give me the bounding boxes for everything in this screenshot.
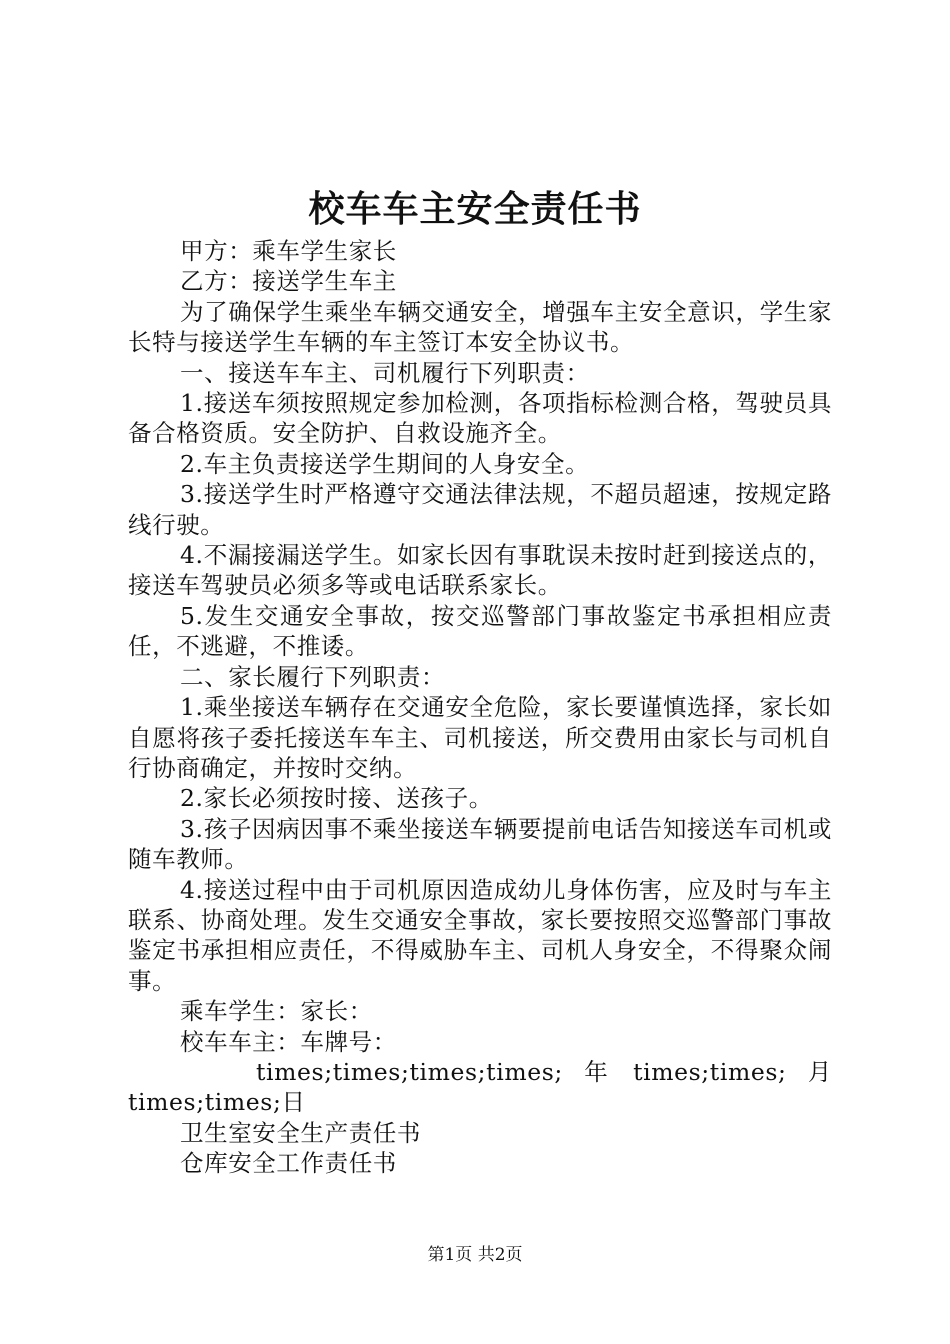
parent-duty-1: 1.乘坐接送车辆存在交通安全危险，家长要谨慎选择，家长如自愿将孩子委托接送车车主、司机接送，所交费用由家长与司机自行协商确定，并按时交纳。	[128, 693, 832, 782]
section-heading-parent-duties: 二、家长履行下列职责：	[180, 662, 446, 691]
parent-duty-3: 3.孩子因病因事不乘坐接送车辆要提前电话告知接送车司机或随车教师。	[128, 814, 832, 874]
parent-duty-2: 2.家长必须按时接、送孩子。	[180, 784, 493, 813]
signature-owner-plate: 校车车主：车牌号：	[180, 1027, 397, 1056]
owner-duty-1: 1.接送车须按照规定参加检测，各项指标检测合格，驾驶员具备合格资质。安全防护、自救设施齐全。	[128, 389, 832, 448]
related-link-1: 卫生室安全生产责任书	[180, 1118, 421, 1147]
owner-duty-2: 2.车主负责接送学生期间的人身安全。	[180, 449, 590, 478]
document-title: 校车车主安全责任书	[308, 188, 642, 230]
section-heading-owner-duties: 一、接送车车主、司机履行下列职责：	[180, 358, 590, 387]
related-link-2: 仓库安全工作责任书	[180, 1149, 397, 1178]
owner-duty-3: 3.接送学生时严格遵守交通法律法规，不超员超速，按规定路线行驶。	[128, 480, 832, 539]
intro-paragraph: 为了确保学生乘坐车辆交通安全，增强车主安全意识，学生家长特与接送学生车辆的车主签订本安全协议书。	[128, 297, 832, 357]
party-a: 甲方：乘车学生家长	[180, 237, 397, 265]
party-b: 乙方：接送学生车主	[180, 267, 397, 296]
signature-student-parent: 乘车学生：家长：	[180, 997, 373, 1026]
document-body	[128, 236, 832, 1179]
parent-duty-4: 4.接送过程中由于司机原因造成幼儿身体伤害，应及时与车主联系、协商处理。发生交通安全事故，家长要按照交巡警部门事故鉴定书承担相应责任，不得威胁车主、司机人身安全，不得聚众闹事。	[128, 875, 832, 995]
owner-duty-4: 4.不漏接漏送学生。如家长因有事耽误未按时赶到接送点的，接送车驾驶员必须多等或电话联系家长。	[128, 541, 832, 600]
page-indicator: 第1页 共2页	[427, 1245, 523, 1265]
owner-duty-5: 5.发生交通安全事故，按交巡警部门事故鉴定书承担相应责任，不逃避，不推诿。	[128, 601, 832, 661]
date-line: times;times;times;times; 年 times;times; 月 times;times;日	[128, 1057, 832, 1117]
